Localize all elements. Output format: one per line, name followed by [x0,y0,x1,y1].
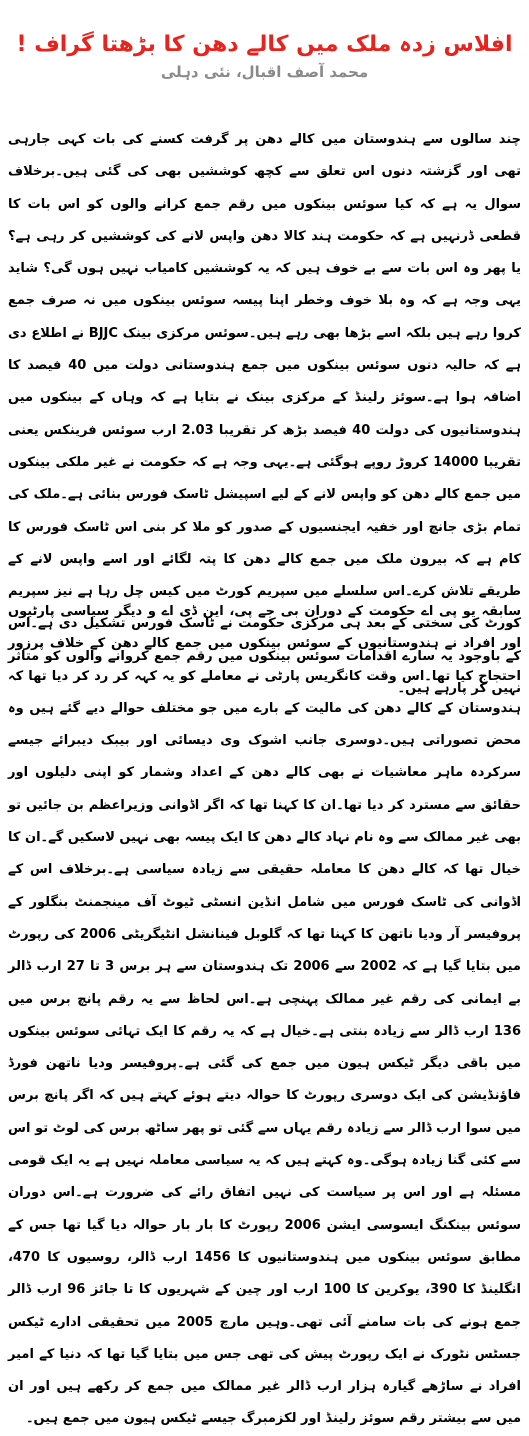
article-paragraph-1: چند سالوں سے ہندوستان میں کالے دھن پر گرفت کسنے کی بات کہی جارہی تھی اور گزشتہ دنوں اس تعلق سے کچھ کوششیں بھی کی گئی ہیں۔برخلاف سوال یہ ہے کہ کیا سوئس بینکوں میں رقم جمع کرانے والوں کو اس بات کا قطعی ڈرنہیں ہے کہ حکومت ہند کالا دھن واپس لانے کی کوششیں کر رہی ہے؟ یا پھر وہ اس بات سے بے خوف ہیں کہ یہ کوششیں کامیاب نہیں ہوں گی؟ شاید یہی وجہ ہے کہ وہ بلا خوف وخطر اپنا پیسہ سوئس بینکوں میں نہ صرف جمع کروا رہے ہیں بلکہ اسے بڑھا بھی رہے ہیں۔سوئس مرکزی بینک BJJC نے اطلاع دی ہے کہ حالیہ دنوں سوئس بینکوں میں جمع ہندوستانی دولت میں 40 فیصد کا اضافہ ہوا ہے۔سوئز رلینڈ کے مرکزی بینک نے بتایا ہے کہ وہاں کے بینکوں میں ہندوستانیوں کی دولت 40 فیصد بڑھ کر تقریبا 2.03 ارب سوئس فرینکس یعنی تقریبا 14000 کروڑ روپے ہوگئی ہے۔یہی وجہ ہے کہ حکومت نے غیر ملکی بینکوں میں جمع کالے دھن کو واپس لانے کے لیے اسپیشل ٹاسک فورس بنائی ہے۔ملک کی تمام بڑی جانچ اور خفیہ ایجنسیوں کے صدور کو ملا کر بنی اس ٹاسک فورس کا کام ہے کہ بیرون ملک میں جمع کالے دھن کا پتہ لگائے اور اسے واپس لانے کے طریقے تلاش کرے۔اس سلسلے میں سپریم کورٹ میں کیس چل رہا ہے نیز سپریم کورٹ کی سختی کے بعد ہی مرکزی حکومت نے ٹاسک فورس تشکیل دی ہے۔اس کے باوجود یہ سارے اقدامات سوئس بینکوں میں رقم جمع کروانے والوں کو متاثر نہیں کر پارہے ہیں۔ [8,132,522,697]
article-title: افلاس زدہ ملک میں کالے دھن کا بڑھتا گراف ! [16,31,513,57]
article-paragraph-2: سابقہ یو پی اے حکومت کے دوران بی جے پی، این ڈی اے و دیگر سیاسی پارٹیوں اور افراد نے ہندوستانیوں کے سوئس بینکوں میں جمع کالے دھن کے خلاف پرزور احتجاج کیا تھا۔اس وقت کانگریس پارٹی نے معاملے کو یہ کہہ کر رد کر دیا تھا کہ ہندوستان کے کالے دھن کی مالیت کے بارے میں جو مختلف حوالے دیے گئے ہیں وہ محض تصوراتی ہیں۔دوسری جانب اشوک وی دیسائی اور بیبک دیبرائے جیسے سرکردہ ماہر معاشیات نے بھی کالے دھن کے اعداد وشمار کو اپنی دلیلوں اور حقائق سے مسترد کر دیا تھا۔ان کا کہنا تھا کہ اگر اڈوانی وزیراعظم بن جائیں تو بھی غیر ممالک سے وہ نام نہاد کالے دھن کا ایک پیسہ بھی نہیں لاسکیں گے۔ان کا خیال تھا کہ کالے دھن کا معاملہ حقیقی سے زیادہ سیاسی ہے۔برخلاف اس کے اڈوانی کی ٹاسک فورس میں شامل انڈین انسٹی ٹیوٹ آف مینجمنٹ بنگلور کے پروفیسر آر ودیا ناتھن کا کہنا تھا کہ گلوبل فینانشل انٹیگریٹی 2006 کی رپورٹ میں بتایا گیا ہے کہ 2002 سے 2006 تک ہندوستان سے ہر برس 3 تا 27 ارب ڈالر بے ایمانی کی رقم غیر ممالک پہنچی ہے۔اس لحاظ سے یہ رقم پانچ برس میں 136 ارب ڈالر سے زیادہ بنتی ہے۔خیال ہے کہ یہ رقم کا ایک تہائی سوئس بینکوں میں باقی دیگر ٹیکس ہیون میں جمع کی گئی ہے۔پروفیسر ودیا ناتھن فورڈ فاؤنڈیشن کی ایک دوسری رپورٹ کا حوالہ دیتے ہوئے کہتے ہیں کہ اگر پانچ برس میں سوا ارب ڈالر سے زیادہ رقم یہاں سے گئی تو پھر ساٹھ برس کی لوٹ تو اس سے کئی گنا زیادہ ہوگی۔وہ کہتے ہیں کہ یہ سیاسی معاملہ نہیں ہے یہ ایک قومی مسئلہ ہے اور اس پر سیاست کی نہیں اتفاق رائے کی ضرورت ہے۔اس دوران سوئس بینکنگ ایسوسی ایشن 2006 رپورٹ کا بار بار حوالہ دیا گیا تھا جس کے مطابق سوئس بینکوں میں ہندوستانیوں کا 1456 ارب ڈالر، روسیوں کا 470، انگلینڈ کا 390، یوکرین کا 100 ارب اور چین کے شہریوں کا تا جائز 96 ارب ڈالر جمع ہونے کی بات سامنے آئی تھی۔وہیں مارچ 2005 میں تحقیقی ادارے ٹیکس جسٹس نٹورک نے ایک رپورٹ پیش کی تھی جس میں بتایا گیا تھا کہ دنیا کے امیر افراد نے ساڑھے گیارہ ہزار ارب ڈالر غیر ممالک میں جمع کر رکھے ہیں اور ان میں سے بیشتر رقم سوئز رلینڈ اور لکزمبرگ جیسے ٹیکس ہیون میں جمع ہیں۔ [8,604,522,1427]
author-byline: محمد آصف اقبال، نئی دہلی [160,63,369,81]
